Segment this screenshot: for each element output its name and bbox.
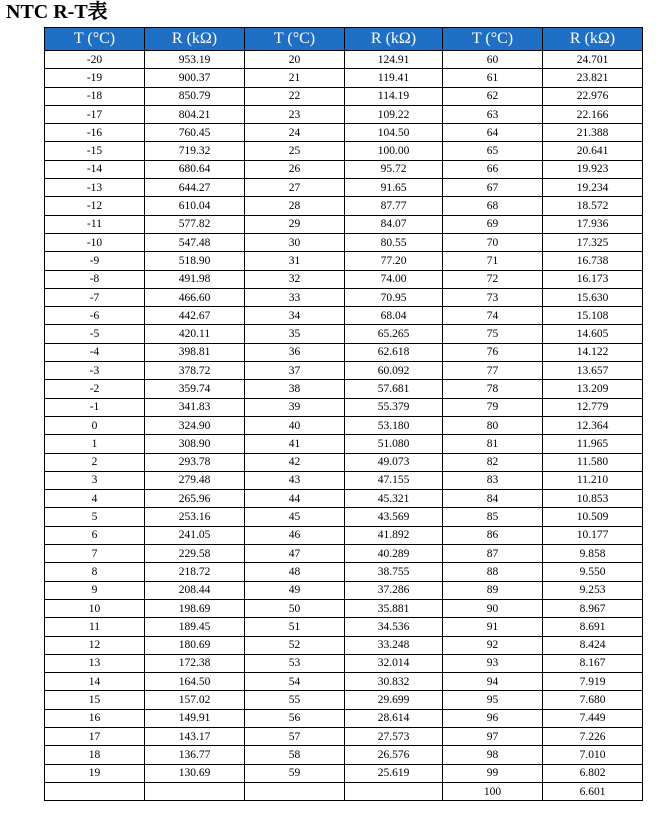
temperature-cell: -1 <box>45 398 145 416</box>
table-row <box>45 288 643 306</box>
table-row <box>45 673 643 691</box>
table-row <box>45 545 643 563</box>
temperature-cell: -8 <box>45 270 145 288</box>
temperature-cell: 59 <box>245 764 345 782</box>
resistance-cell: 12.779 <box>543 398 643 416</box>
temperature-cell: 17 <box>45 727 145 745</box>
resistance-cell: 442.67 <box>145 307 245 325</box>
temperature-cell: -6 <box>45 307 145 325</box>
table-row <box>45 526 643 544</box>
temperature-cell: 43 <box>245 471 345 489</box>
temperature-cell: 70 <box>443 233 543 251</box>
temperature-cell: 95 <box>443 691 543 709</box>
temperature-cell: 12 <box>45 636 145 654</box>
temperature-cell: 75 <box>443 325 543 343</box>
table-row <box>45 307 643 325</box>
table-row <box>45 343 643 361</box>
resistance-cell: 253.16 <box>145 508 245 526</box>
temperature-cell: 2 <box>45 453 145 471</box>
resistance-cell: 22.166 <box>543 105 643 123</box>
temperature-cell: -18 <box>45 87 145 105</box>
header-resistance-3: R (kΩ) <box>543 28 643 51</box>
temperature-cell: -4 <box>45 343 145 361</box>
temperature-cell: 52 <box>245 636 345 654</box>
temperature-cell: 51 <box>245 618 345 636</box>
temperature-cell: -9 <box>45 252 145 270</box>
resistance-cell: 53.180 <box>345 416 443 434</box>
temperature-cell: -14 <box>45 160 145 178</box>
resistance-cell: 24.701 <box>543 51 643 69</box>
temperature-cell: 60 <box>443 51 543 69</box>
table-row <box>45 599 643 617</box>
resistance-cell: 17.325 <box>543 233 643 251</box>
temperature-cell: 74 <box>443 307 543 325</box>
resistance-cell: 34.536 <box>345 618 443 636</box>
table-row <box>45 51 643 69</box>
resistance-cell: 32.014 <box>345 654 443 672</box>
resistance-cell: 119.41 <box>345 69 443 87</box>
temperature-cell: 69 <box>443 215 543 233</box>
resistance-cell: 29.699 <box>345 691 443 709</box>
resistance-cell: 9.858 <box>543 545 643 563</box>
resistance-cell: 35.881 <box>345 599 443 617</box>
temperature-cell: 99 <box>443 764 543 782</box>
table-row <box>45 471 643 489</box>
resistance-cell: 14.605 <box>543 325 643 343</box>
temperature-cell: 27 <box>245 179 345 197</box>
temperature-cell: 14 <box>45 673 145 691</box>
resistance-cell: 87.77 <box>345 197 443 215</box>
resistance-cell: 17.936 <box>543 215 643 233</box>
table-row <box>45 581 643 599</box>
temperature-cell: 8 <box>45 563 145 581</box>
resistance-cell: 172.38 <box>145 654 245 672</box>
temperature-cell: 80 <box>443 416 543 434</box>
resistance-cell: 16.173 <box>543 270 643 288</box>
temperature-cell: -17 <box>45 105 145 123</box>
temperature-cell: 55 <box>245 691 345 709</box>
temperature-cell: 79 <box>443 398 543 416</box>
table-row <box>45 160 643 178</box>
temperature-cell: 86 <box>443 526 543 544</box>
temperature-cell: 45 <box>245 508 345 526</box>
resistance-cell: 12.364 <box>543 416 643 434</box>
temperature-cell: 13 <box>45 654 145 672</box>
temperature-cell: 68 <box>443 197 543 215</box>
table-body <box>45 51 643 801</box>
resistance-cell: 20.641 <box>543 142 643 160</box>
table-row <box>45 654 643 672</box>
temperature-cell: 91 <box>443 618 543 636</box>
header-temperature-1: T (°C) <box>45 28 145 51</box>
temperature-cell: 47 <box>245 545 345 563</box>
resistance-cell: 680.64 <box>145 160 245 178</box>
resistance-cell: 22.976 <box>543 87 643 105</box>
temperature-cell: -12 <box>45 197 145 215</box>
temperature-cell: 73 <box>443 288 543 306</box>
temperature-cell: 20 <box>245 51 345 69</box>
resistance-cell: 104.50 <box>345 124 443 142</box>
resistance-cell: 229.58 <box>145 545 245 563</box>
table-row <box>45 179 643 197</box>
resistance-cell: 14.122 <box>543 343 643 361</box>
resistance-cell: 27.573 <box>345 727 443 745</box>
resistance-cell: 100.00 <box>345 142 443 160</box>
resistance-cell: 55.379 <box>345 398 443 416</box>
header-temperature-3: T (°C) <box>443 28 543 51</box>
temperature-cell: 50 <box>245 599 345 617</box>
temperature-cell: 83 <box>443 471 543 489</box>
temperature-cell: 78 <box>443 380 543 398</box>
resistance-cell: 198.69 <box>145 599 245 617</box>
resistance-cell: 33.248 <box>345 636 443 654</box>
table-row <box>45 416 643 434</box>
header-resistance-1: R (kΩ) <box>145 28 245 51</box>
resistance-cell: 15.108 <box>543 307 643 325</box>
resistance-cell: 51.080 <box>345 435 443 453</box>
table-row <box>45 87 643 105</box>
resistance-cell: 719.32 <box>145 142 245 160</box>
table-row <box>45 252 643 270</box>
temperature-cell: 100 <box>443 782 543 800</box>
temperature-cell: -11 <box>45 215 145 233</box>
resistance-cell: 11.965 <box>543 435 643 453</box>
resistance-cell: 265.96 <box>145 490 245 508</box>
resistance-cell: 9.550 <box>543 563 643 581</box>
resistance-cell: 18.572 <box>543 197 643 215</box>
resistance-cell: 80.55 <box>345 233 443 251</box>
temperature-cell: 81 <box>443 435 543 453</box>
temperature-cell: 9 <box>45 581 145 599</box>
temperature-cell: -10 <box>45 233 145 251</box>
table-row <box>45 636 643 654</box>
temperature-cell: -15 <box>45 142 145 160</box>
temperature-cell: 6 <box>45 526 145 544</box>
temperature-cell: 29 <box>245 215 345 233</box>
temperature-cell: 16 <box>45 709 145 727</box>
table-row <box>45 215 643 233</box>
resistance-cell: 13.657 <box>543 362 643 380</box>
table-row <box>45 435 643 453</box>
resistance-cell: 91.65 <box>345 179 443 197</box>
resistance-cell <box>145 782 245 800</box>
temperature-cell: 33 <box>245 288 345 306</box>
resistance-cell: 70.95 <box>345 288 443 306</box>
temperature-cell: 24 <box>245 124 345 142</box>
resistance-cell: 398.81 <box>145 343 245 361</box>
resistance-cell: 10.853 <box>543 490 643 508</box>
resistance-cell: 9.253 <box>543 581 643 599</box>
temperature-cell: 23 <box>245 105 345 123</box>
header-temperature-2: T (°C) <box>245 28 345 51</box>
table-row <box>45 618 643 636</box>
temperature-cell: 66 <box>443 160 543 178</box>
resistance-cell: 68.04 <box>345 307 443 325</box>
resistance-cell: 21.388 <box>543 124 643 142</box>
temperature-cell: 85 <box>443 508 543 526</box>
resistance-cell: 8.167 <box>543 654 643 672</box>
temperature-cell: 63 <box>443 105 543 123</box>
temperature-cell: 98 <box>443 746 543 764</box>
resistance-cell: 19.234 <box>543 179 643 197</box>
resistance-cell: 40.289 <box>345 545 443 563</box>
temperature-cell: -16 <box>45 124 145 142</box>
header-resistance-2: R (kΩ) <box>345 28 443 51</box>
resistance-cell: 65.265 <box>345 325 443 343</box>
resistance-cell: 38.755 <box>345 563 443 581</box>
temperature-cell: 64 <box>443 124 543 142</box>
resistance-cell: 95.72 <box>345 160 443 178</box>
temperature-cell: 62 <box>443 87 543 105</box>
temperature-cell: 41 <box>245 435 345 453</box>
temperature-cell: 0 <box>45 416 145 434</box>
resistance-cell: 804.21 <box>145 105 245 123</box>
temperature-cell: 11 <box>45 618 145 636</box>
temperature-cell: 82 <box>443 453 543 471</box>
temperature-cell: 71 <box>443 252 543 270</box>
resistance-cell: 10.509 <box>543 508 643 526</box>
resistance-cell: 324.90 <box>145 416 245 434</box>
temperature-cell: 46 <box>245 526 345 544</box>
resistance-cell: 218.72 <box>145 563 245 581</box>
resistance-cell: 644.27 <box>145 179 245 197</box>
table-row <box>45 325 643 343</box>
resistance-cell: 11.210 <box>543 471 643 489</box>
resistance-cell: 164.50 <box>145 673 245 691</box>
temperature-cell: 92 <box>443 636 543 654</box>
temperature-cell: 94 <box>443 673 543 691</box>
resistance-cell: 157.02 <box>145 691 245 709</box>
resistance-cell: 47.155 <box>345 471 443 489</box>
temperature-cell: 57 <box>245 727 345 745</box>
resistance-cell: 7.010 <box>543 746 643 764</box>
temperature-cell: 18 <box>45 746 145 764</box>
resistance-cell: 308.90 <box>145 435 245 453</box>
resistance-cell: 241.05 <box>145 526 245 544</box>
resistance-cell: 208.44 <box>145 581 245 599</box>
resistance-cell: 130.69 <box>145 764 245 782</box>
temperature-cell: 39 <box>245 398 345 416</box>
resistance-cell: 25.619 <box>345 764 443 782</box>
temperature-cell: 84 <box>443 490 543 508</box>
resistance-cell: 26.576 <box>345 746 443 764</box>
temperature-cell: 30 <box>245 233 345 251</box>
resistance-cell: 43.569 <box>345 508 443 526</box>
temperature-cell: 77 <box>443 362 543 380</box>
temperature-cell: -19 <box>45 69 145 87</box>
temperature-cell: 53 <box>245 654 345 672</box>
table-row <box>45 764 643 782</box>
resistance-cell: 491.98 <box>145 270 245 288</box>
table-row <box>45 142 643 160</box>
resistance-cell: 10.177 <box>543 526 643 544</box>
resistance-cell: 41.892 <box>345 526 443 544</box>
resistance-cell <box>345 782 443 800</box>
resistance-cell: 341.83 <box>145 398 245 416</box>
temperature-cell: 31 <box>245 252 345 270</box>
resistance-cell: 60.092 <box>345 362 443 380</box>
temperature-cell: -5 <box>45 325 145 343</box>
table-row <box>45 453 643 471</box>
resistance-cell: 28.614 <box>345 709 443 727</box>
temperature-cell: 76 <box>443 343 543 361</box>
resistance-cell: 114.19 <box>345 87 443 105</box>
table-row <box>45 105 643 123</box>
resistance-cell: 15.630 <box>543 288 643 306</box>
resistance-cell: 84.07 <box>345 215 443 233</box>
temperature-cell: 19 <box>45 764 145 782</box>
resistance-cell: 45.321 <box>345 490 443 508</box>
resistance-cell: 577.82 <box>145 215 245 233</box>
temperature-cell: 65 <box>443 142 543 160</box>
resistance-cell: 293.78 <box>145 453 245 471</box>
resistance-cell: 7.680 <box>543 691 643 709</box>
temperature-cell: 21 <box>245 69 345 87</box>
temperature-cell: 36 <box>245 343 345 361</box>
resistance-cell: 466.60 <box>145 288 245 306</box>
resistance-cell: 7.226 <box>543 727 643 745</box>
resistance-cell: 359.74 <box>145 380 245 398</box>
resistance-cell: 6.601 <box>543 782 643 800</box>
temperature-cell: 34 <box>245 307 345 325</box>
resistance-cell: 760.45 <box>145 124 245 142</box>
header-row <box>45 28 643 51</box>
temperature-cell: 54 <box>245 673 345 691</box>
resistance-cell: 8.691 <box>543 618 643 636</box>
resistance-cell: 953.19 <box>145 51 245 69</box>
resistance-cell: 124.91 <box>345 51 443 69</box>
temperature-cell: 89 <box>443 581 543 599</box>
resistance-cell: 900.37 <box>145 69 245 87</box>
temperature-cell: 44 <box>245 490 345 508</box>
temperature-cell <box>45 782 145 800</box>
temperature-cell: 61 <box>443 69 543 87</box>
resistance-cell: 279.48 <box>145 471 245 489</box>
temperature-cell: 96 <box>443 709 543 727</box>
resistance-cell: 518.90 <box>145 252 245 270</box>
table-row <box>45 746 643 764</box>
temperature-cell: 87 <box>443 545 543 563</box>
temperature-cell: 67 <box>443 179 543 197</box>
resistance-cell: 610.04 <box>145 197 245 215</box>
temperature-cell: 93 <box>443 654 543 672</box>
table-row <box>45 727 643 745</box>
temperature-cell: 7 <box>45 545 145 563</box>
resistance-cell: 109.22 <box>345 105 443 123</box>
temperature-cell: 42 <box>245 453 345 471</box>
table-row <box>45 782 643 800</box>
table-row <box>45 380 643 398</box>
temperature-cell: 4 <box>45 490 145 508</box>
table-row <box>45 270 643 288</box>
temperature-cell: 49 <box>245 581 345 599</box>
table-row <box>45 508 643 526</box>
table-row <box>45 398 643 416</box>
temperature-cell: 25 <box>245 142 345 160</box>
resistance-cell: 8.424 <box>543 636 643 654</box>
resistance-cell: 23.821 <box>543 69 643 87</box>
temperature-cell: 38 <box>245 380 345 398</box>
resistance-cell: 13.209 <box>543 380 643 398</box>
temperature-cell: 32 <box>245 270 345 288</box>
table-row <box>45 362 643 380</box>
rt-table <box>44 27 643 801</box>
temperature-cell: 40 <box>245 416 345 434</box>
temperature-cell: 72 <box>443 270 543 288</box>
temperature-cell: 3 <box>45 471 145 489</box>
temperature-cell: -20 <box>45 51 145 69</box>
resistance-cell: 149.91 <box>145 709 245 727</box>
resistance-cell: 6.802 <box>543 764 643 782</box>
table-row <box>45 691 643 709</box>
resistance-cell: 7.449 <box>543 709 643 727</box>
temperature-cell: 15 <box>45 691 145 709</box>
temperature-cell: 58 <box>245 746 345 764</box>
temperature-cell: 48 <box>245 563 345 581</box>
table-row <box>45 709 643 727</box>
resistance-cell: 37.286 <box>345 581 443 599</box>
resistance-cell: 180.69 <box>145 636 245 654</box>
temperature-cell: 90 <box>443 599 543 617</box>
resistance-cell: 378.72 <box>145 362 245 380</box>
resistance-cell: 11.580 <box>543 453 643 471</box>
resistance-cell: 143.17 <box>145 727 245 745</box>
resistance-cell: 19.923 <box>543 160 643 178</box>
resistance-cell: 189.45 <box>145 618 245 636</box>
temperature-cell: 56 <box>245 709 345 727</box>
temperature-cell: 22 <box>245 87 345 105</box>
resistance-cell: 850.79 <box>145 87 245 105</box>
resistance-cell: 420.11 <box>145 325 245 343</box>
table-row <box>45 69 643 87</box>
temperature-cell: 97 <box>443 727 543 745</box>
temperature-cell: 10 <box>45 599 145 617</box>
temperature-cell: -3 <box>45 362 145 380</box>
table-row <box>45 124 643 142</box>
temperature-cell: -7 <box>45 288 145 306</box>
temperature-cell: -13 <box>45 179 145 197</box>
resistance-cell: 136.77 <box>145 746 245 764</box>
temperature-cell: 88 <box>443 563 543 581</box>
resistance-cell: 7.919 <box>543 673 643 691</box>
temperature-cell: 1 <box>45 435 145 453</box>
temperature-cell: 5 <box>45 508 145 526</box>
table-row <box>45 233 643 251</box>
resistance-cell: 547.48 <box>145 233 245 251</box>
temperature-cell: 26 <box>245 160 345 178</box>
resistance-cell: 8.967 <box>543 599 643 617</box>
table-row <box>45 490 643 508</box>
table-row <box>45 197 643 215</box>
resistance-cell: 77.20 <box>345 252 443 270</box>
resistance-cell: 16.738 <box>543 252 643 270</box>
temperature-cell <box>245 782 345 800</box>
temperature-cell: -2 <box>45 380 145 398</box>
temperature-cell: 37 <box>245 362 345 380</box>
page-title: NTC R-T表 <box>6 1 108 23</box>
resistance-cell: 30.832 <box>345 673 443 691</box>
resistance-cell: 74.00 <box>345 270 443 288</box>
resistance-cell: 49.073 <box>345 453 443 471</box>
resistance-cell: 57.681 <box>345 380 443 398</box>
resistance-cell: 62.618 <box>345 343 443 361</box>
temperature-cell: 28 <box>245 197 345 215</box>
table-row <box>45 563 643 581</box>
temperature-cell: 35 <box>245 325 345 343</box>
